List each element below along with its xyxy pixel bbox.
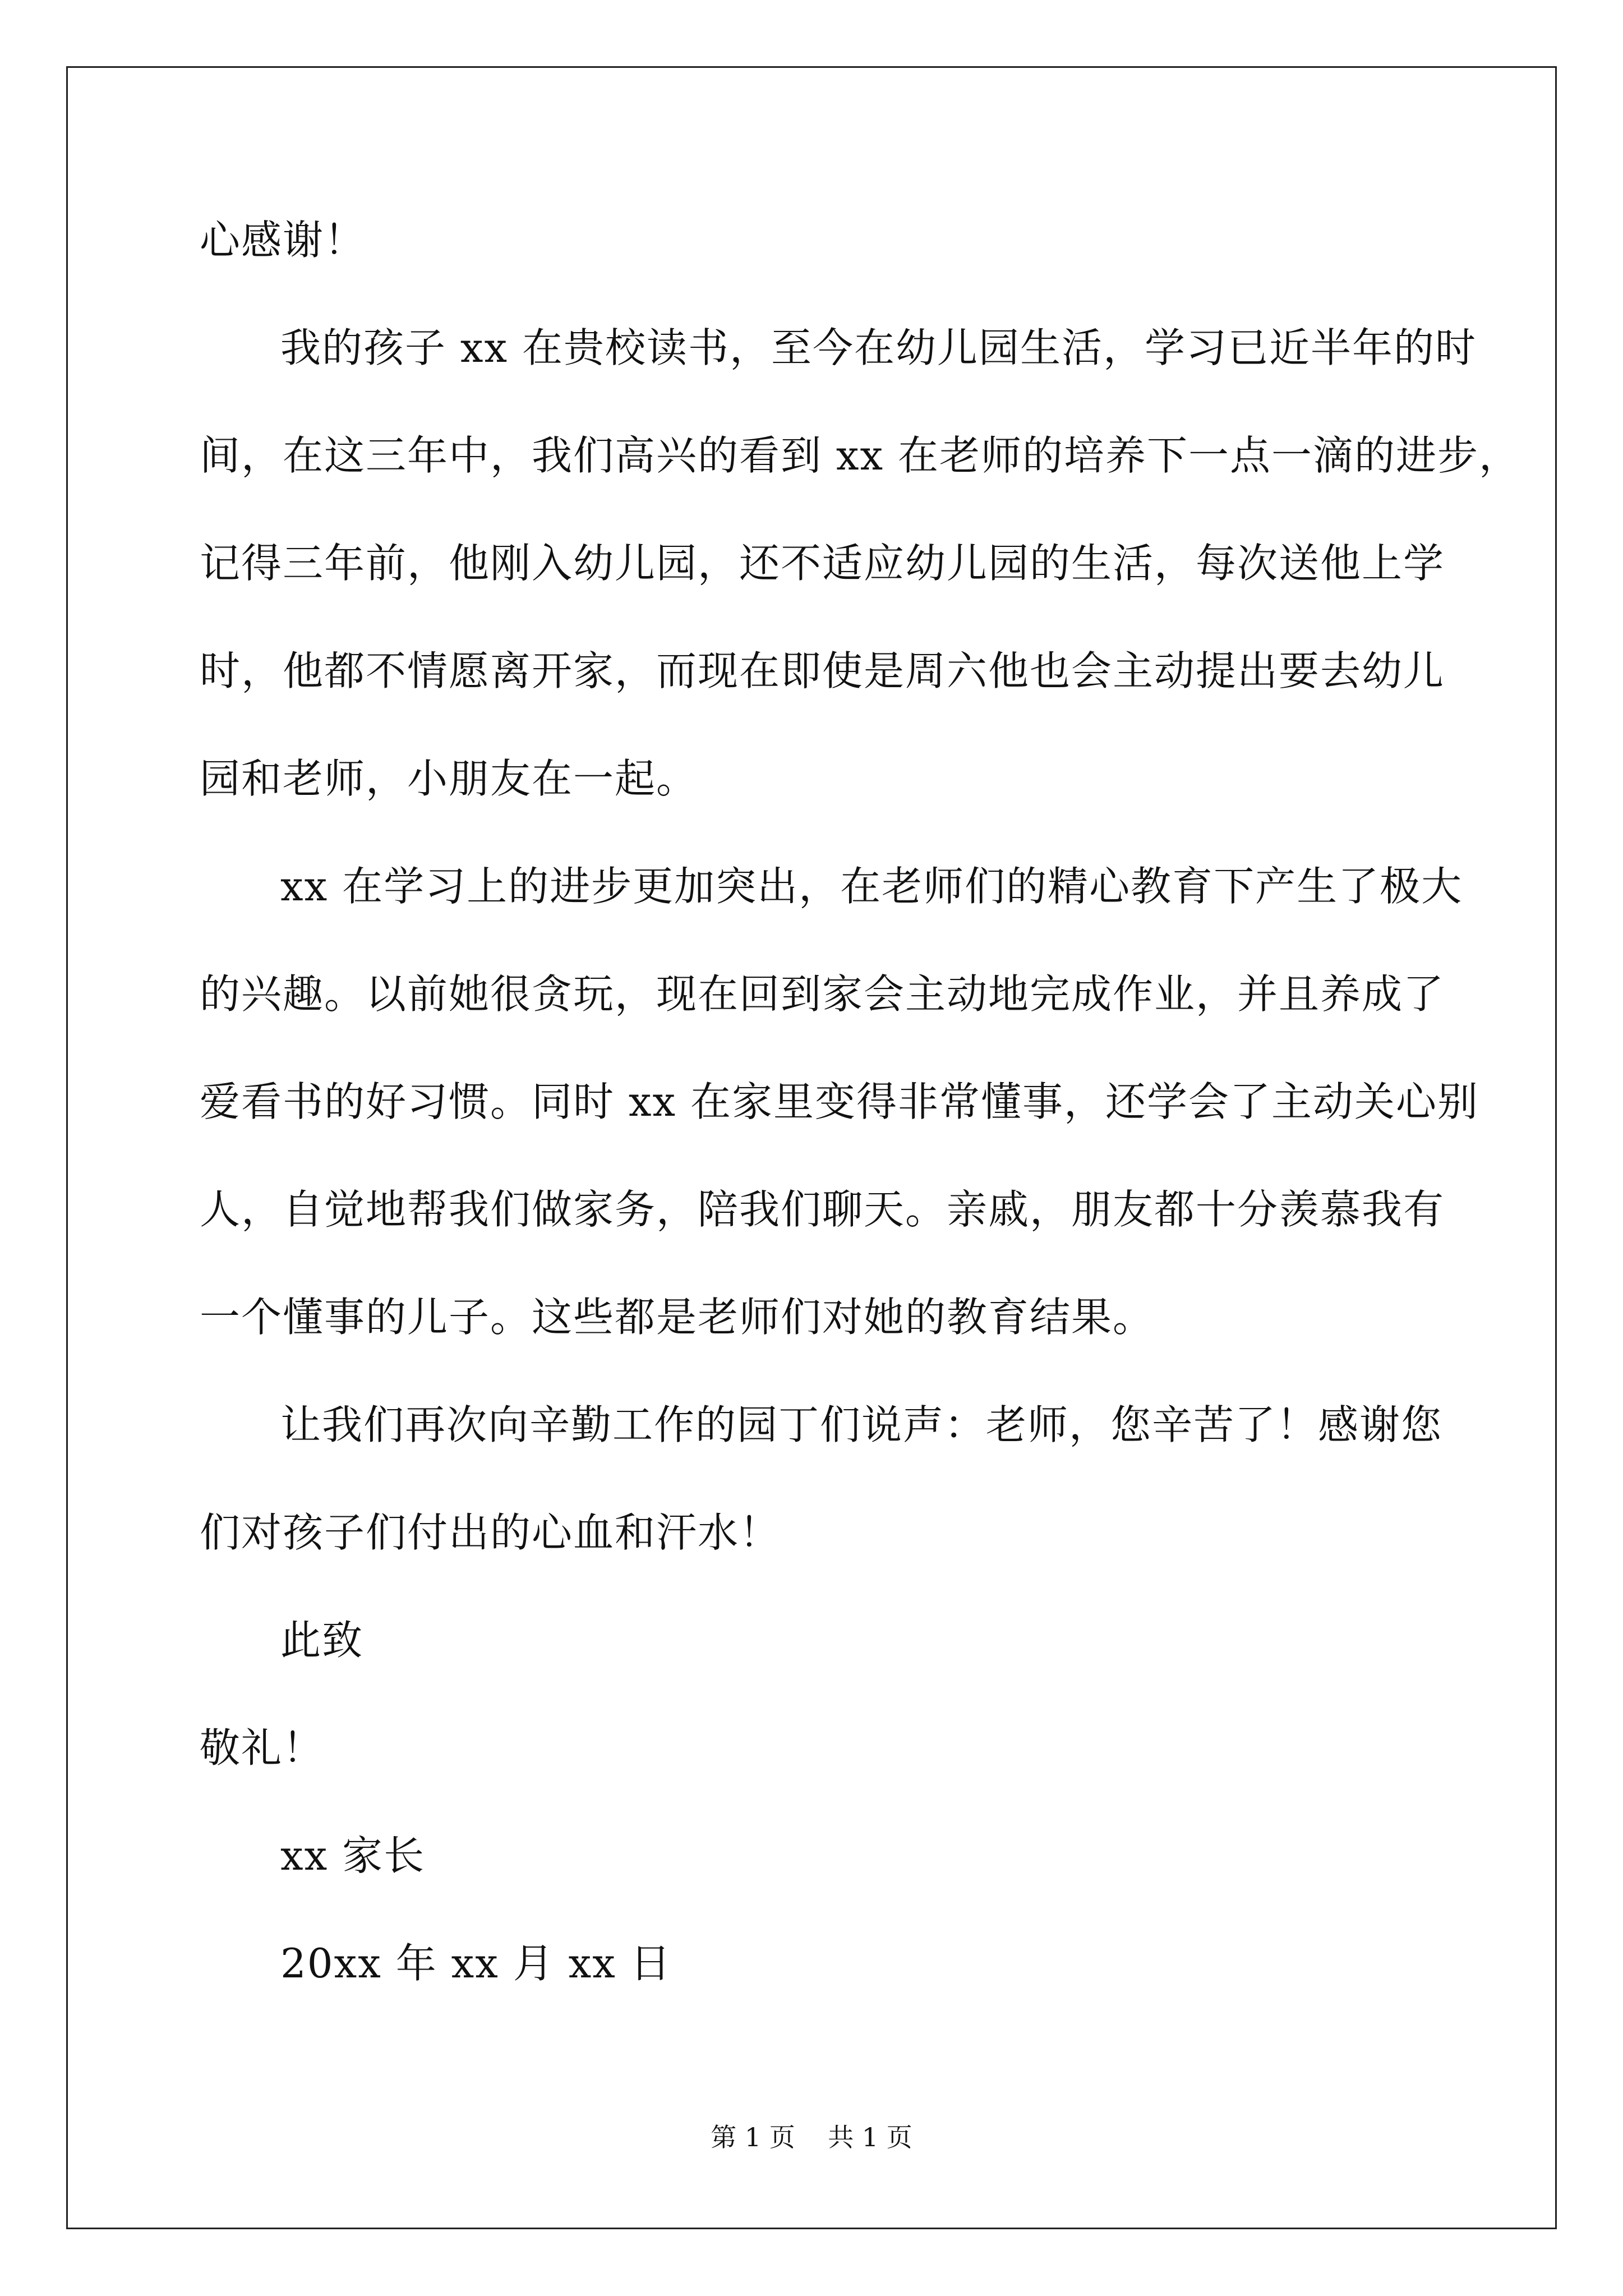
text-line: 一个懂事的儿子。这些都是老师们对她的教育结果。 [200,1294,1155,1341]
text-line: 间，在这三年中，我们高兴的看到 xx 在老师的培养下一点一滴的进步， [200,432,1520,479]
text-line: xx 在学习上的进步更加突出，在老师们的精心教育下产生了极大 [280,863,1463,910]
text-line: 园和老师，小朋友在一起。 [200,755,698,802]
text-line: 记得三年前，他刚入幼儿园，还不适应幼儿园的生活，每次送他上学 [200,540,1445,587]
closing-salutation: 此致 [280,1617,364,1664]
text-line: 人，自觉地帮我们做家务，陪我们聊天。亲戚，朋友都十分羡慕我有 [200,1186,1445,1233]
page-border [66,66,1557,2229]
text-line: 我的孩子 xx 在贵校读书，至今在幼儿园生活，学习已近半年的时 [280,324,1477,371]
text-line: 爱看书的好习惯。同时 xx 在家里变得非常懂事，还学会了主动关心别 [200,1078,1479,1125]
signature: xx 家长 [280,1832,426,1879]
page-number: 第 1 页 共 1 页 [711,2122,912,2152]
text-line: 心感谢！ [200,217,366,264]
text-line: 们对孩子们付出的心血和汗水！ [200,1509,781,1556]
letter-date: 20xx 年 xx 月 xx 日 [280,1940,672,1987]
text-line: 的兴趣。以前她很贪玩，现在回到家会主动地完成作业，并且养成了 [200,970,1445,1018]
text-line: 让我们再次向辛勤工作的园丁们说声：老师，您辛苦了！感谢您 [280,1401,1443,1448]
text-line: 时，他都不情愿离开家，而现在即使是周六他也会主动提出要去幼儿 [200,647,1445,694]
closing-respect: 敬礼！ [200,1724,325,1772]
